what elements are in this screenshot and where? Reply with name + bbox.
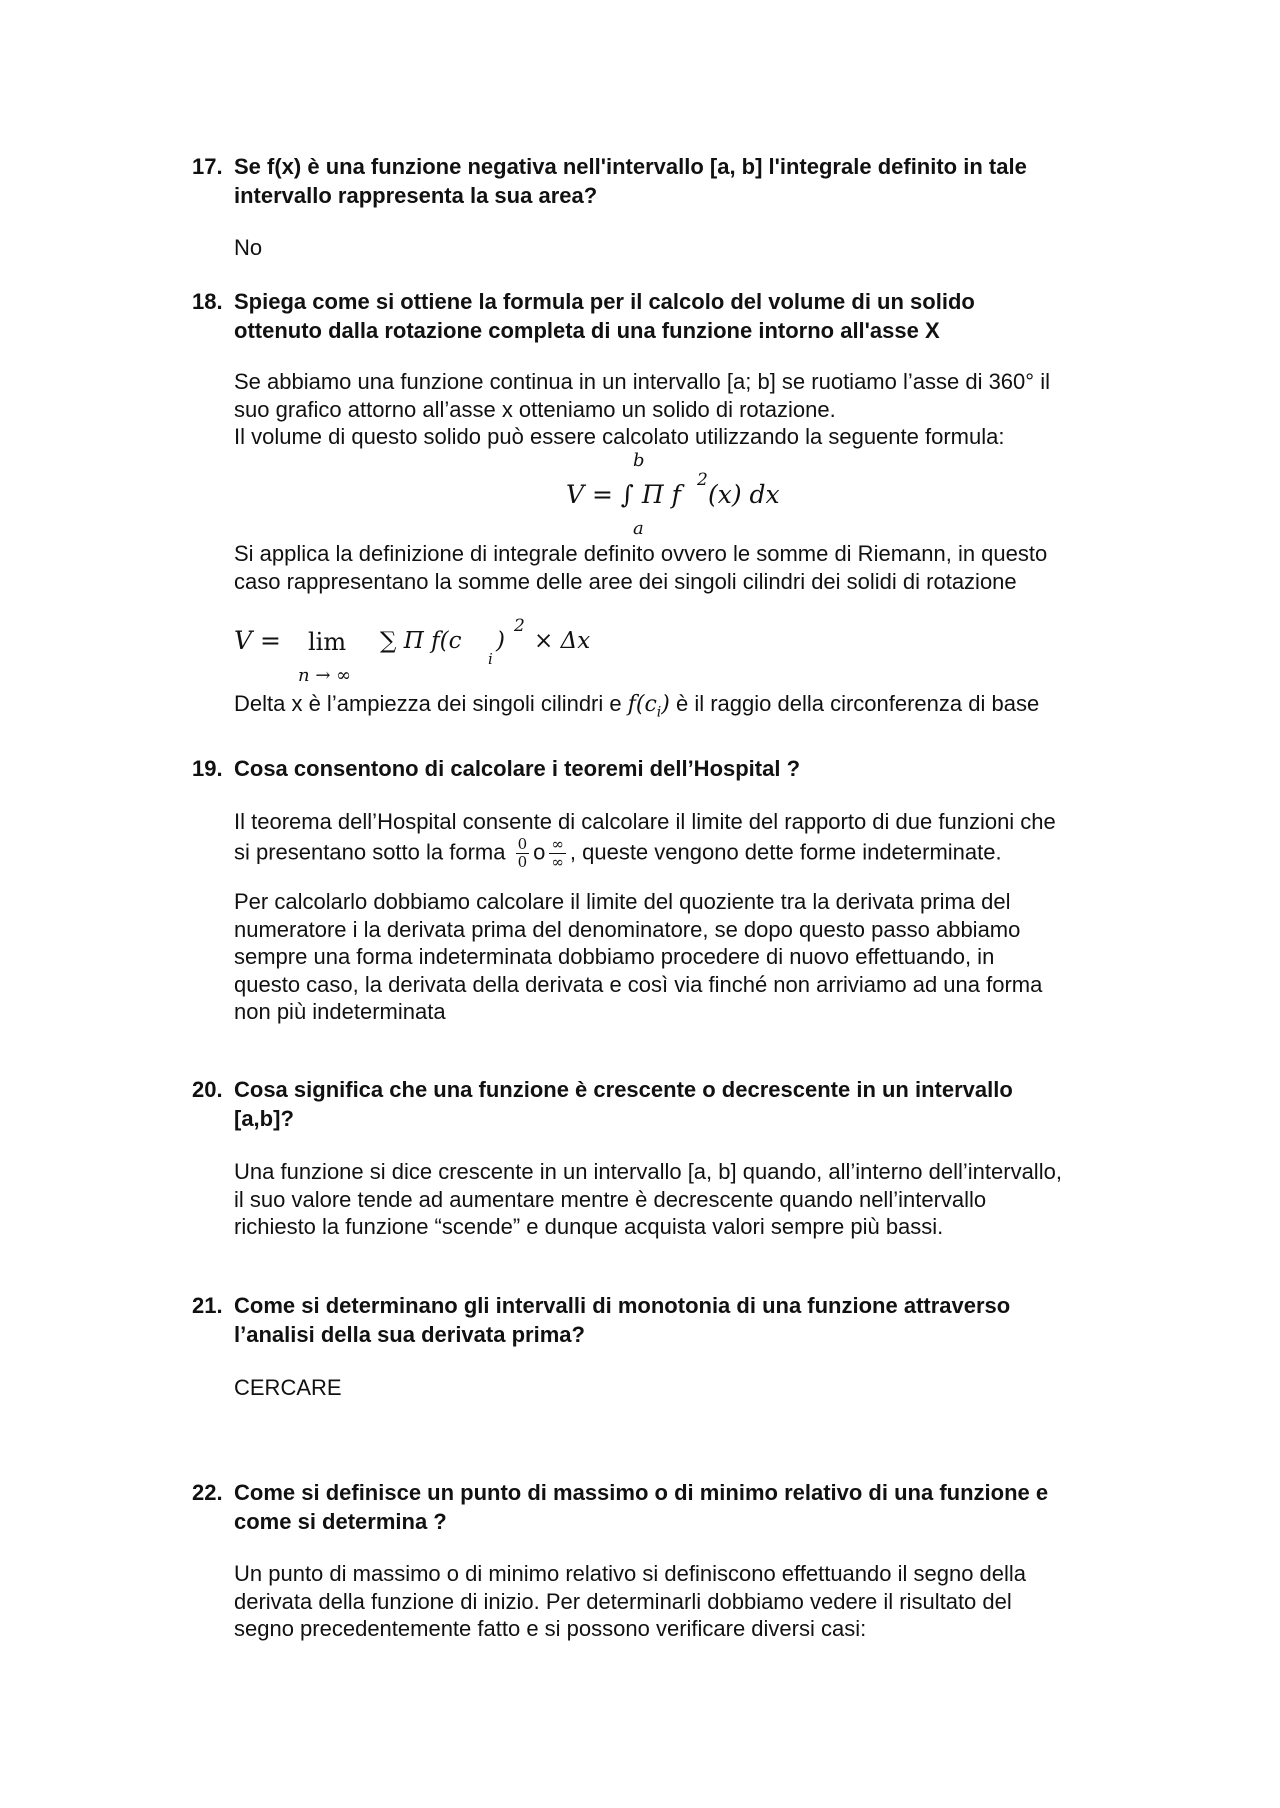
answer-line: Il volume di questo solido può essere calcolato utilizzando la seguente formula:	[234, 424, 1005, 449]
fraction-inf-over-inf	[549, 836, 566, 871]
answer-line: caso rappresentano la somme delle aree dei singoli cilindri dei solidi di rotazione	[234, 568, 1017, 594]
answer-text: si presentano sotto la forma	[234, 839, 512, 865]
question-line: Cosa consentono di calcolare i teoremi dell’Hospital ?	[234, 756, 801, 781]
question-line: Spiega come si ottiene la formula per il calcolo del volume di un solido	[234, 289, 975, 314]
answer-19-rest	[234, 888, 1134, 1026]
question-text	[234, 1478, 1134, 1536]
question-line: Cosa significa che una funzione è crescente o decrescente in un intervallo	[234, 1077, 1013, 1102]
riemann-exponent: 2	[514, 616, 525, 636]
answer-line: Un punto di massimo o di minimo relativo si definiscono effettuando il segno della	[234, 1561, 1027, 1586]
question-line: intervallo rappresenta la sua area?	[234, 183, 598, 208]
fraction-numerator: ∞	[551, 835, 564, 853]
question-text	[234, 152, 1134, 210]
integral-lower-limit: a	[633, 518, 644, 539]
question-line: [a,b]?	[234, 1106, 294, 1131]
answer-line: richiesto la funzione “scende” e dunque acquista valori sempre più bassi.	[234, 1214, 944, 1239]
note-text: Delta x è l’ampiezza dei singoli cilindri e	[234, 691, 628, 716]
answer-line: numeratore i la derivata prima del denominatore, se dopo questo passo abbiamo	[234, 916, 1021, 942]
answer-19-line-1: Il teorema dell’Hospital consente di calcolare il limite del rapporto di due funzioni che	[234, 809, 1056, 834]
answer-line: derivata della funzione di inizio. Per determinarli dobbiamo vedere il risultato del	[234, 1588, 1012, 1614]
question-text	[234, 754, 1134, 783]
answer-text: o	[533, 839, 546, 865]
riemann-lhs: V =	[234, 626, 281, 655]
answer-19-line-2	[234, 836, 1154, 871]
riemann-times: × Δx	[534, 628, 591, 654]
question-text	[234, 1075, 1134, 1133]
fraction-zero-over-zero	[516, 836, 530, 871]
answer-line: il suo valore tende ad aumentare mentre è decrescente quando nell’intervallo	[234, 1186, 987, 1212]
question-number: 18.	[192, 289, 223, 314]
answer-line: segno precedentemente fatto e si possono verificare diversi casi:	[234, 1616, 867, 1641]
riemann-limit-sub: n → ∞	[298, 665, 352, 686]
integral-tail: (x) dx	[708, 480, 780, 509]
answer-line: questo caso, la derivata della derivata e così via finché non arriviamo ad una forma	[234, 971, 1043, 997]
note-math-sub: i	[656, 704, 662, 721]
question-number: 21.	[192, 1293, 223, 1318]
answer-line: Per calcolarlo dobbiamo calcolare il limite del quoziente tra la derivata prima del	[234, 889, 1011, 914]
answer-line: Se abbiamo una funzione continua in un intervallo [a; b] se ruotiamo l’asse di 360° il	[234, 369, 1050, 394]
note-math-close: )	[661, 692, 670, 717]
integral-exponent: 2	[697, 470, 708, 490]
answer-line: Si applica la definizione di integrale definito ovvero le somme di Riemann, in questo	[234, 541, 1048, 566]
riemann-close: )	[496, 628, 505, 654]
question-text	[234, 287, 1134, 345]
answer-line: suo grafico attorno all’asse x otteniamo un solido di rotazione.	[234, 396, 836, 422]
question-line: Come si definisce un punto di massimo o di minimo relativo di una funzione e	[234, 1480, 1049, 1505]
answer-line: sempre una forma indeterminata dobbiamo procedere di nuovo effettuando, in	[234, 944, 995, 969]
question-number: 22.	[192, 1480, 223, 1505]
integral-body: V = ∫ Π f	[566, 480, 681, 509]
answer-17: No	[234, 235, 263, 260]
question-line: Se f(x) è una funzione negativa nell'intervallo [a, b] l'integrale definito in tale	[234, 154, 1027, 179]
answer-line: non più indeterminata	[234, 999, 446, 1024]
answer-18-riemann	[234, 540, 1134, 595]
question-line: ottenuto dalla rotazione completa di una funzione intorno all'asse X	[234, 318, 940, 343]
riemann-lim: lim	[308, 628, 347, 656]
question-number: 17.	[192, 154, 223, 179]
answer-20	[234, 1158, 1164, 1241]
question-number: 20.	[192, 1077, 223, 1102]
riemann-sub: i	[488, 650, 493, 668]
answer-21: CERCARE	[234, 1375, 342, 1400]
answer-18-intro	[234, 368, 1134, 451]
question-line: come si determina ?	[234, 1509, 447, 1534]
answer-text: , queste vengono dette forme indeterminate.	[569, 839, 1002, 865]
fraction-denominator: 0	[517, 853, 528, 871]
question-text	[234, 1291, 1134, 1349]
note-math: f(c	[627, 692, 657, 717]
integral-upper-limit: b	[633, 450, 645, 471]
question-line: l’analisi della sua derivata prima?	[234, 1322, 585, 1347]
fraction-denominator: ∞	[551, 853, 564, 871]
answer-line: Una funzione si dice crescente in un intervallo [a, b] quando, all’interno dell’intervallo,	[234, 1159, 1062, 1184]
answer-18-note	[234, 690, 1134, 727]
question-line: Come si determinano gli intervalli di monotonia di una funzione attraverso	[234, 1293, 1011, 1318]
answer-22	[234, 1560, 1134, 1643]
question-number: 19.	[192, 756, 223, 781]
fraction-numerator: 0	[517, 835, 528, 853]
note-text: è il raggio della circonferenza di base	[669, 691, 1040, 716]
riemann-sum: ∑ Π f(c	[380, 628, 462, 654]
